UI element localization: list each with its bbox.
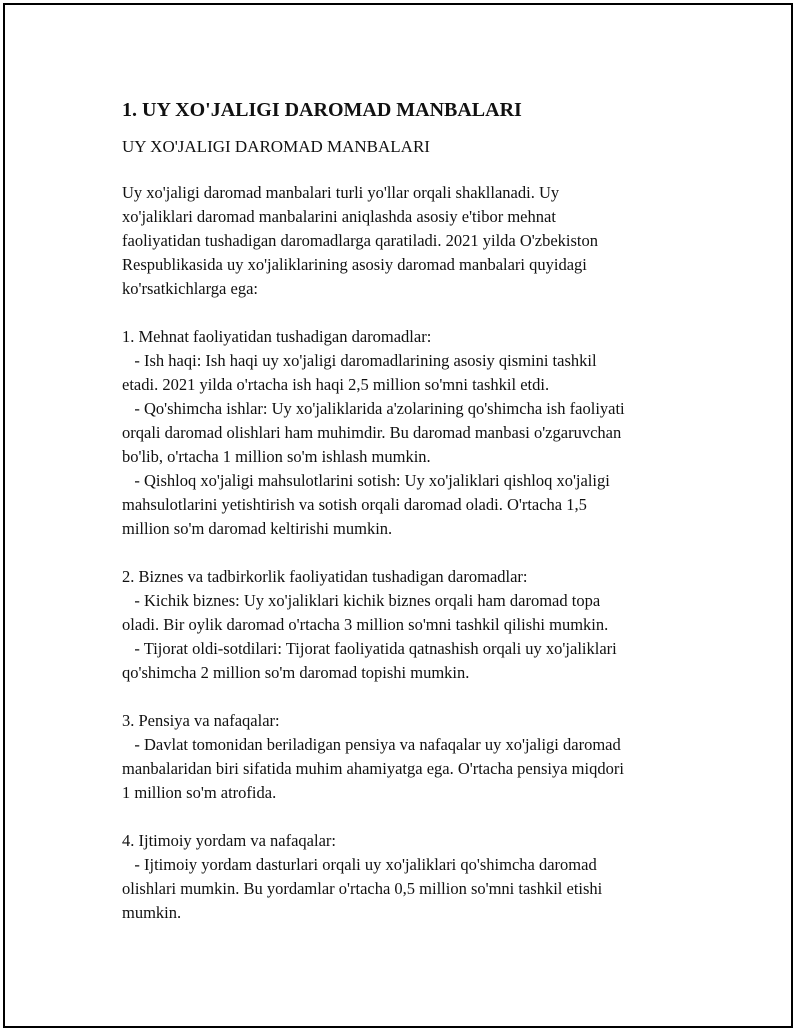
body-line: - Ijtimoiy yordam dasturlari orqali uy xo'jaliklari qo'shimcha daromad bbox=[122, 855, 597, 874]
body-line: faoliyatidan tushadigan daromadlarga qaratiladi. 2021 yilda O'zbekiston bbox=[122, 231, 598, 250]
body-line: 1. Mehnat faoliyatidan tushadigan daromadlar: bbox=[122, 327, 432, 346]
body-line: manbalaridan biri sifatida muhim ahamiyatga ega. O'rtacha pensiya miqdori bbox=[122, 759, 624, 778]
body-line: Uy xo'jaligi daromad manbalari turli yo'llar orqali shakllanadi. Uy bbox=[122, 183, 560, 202]
body-line: - Kichik biznes: Uy xo'jaliklari kichik biznes orqali ham daromad topa bbox=[122, 591, 601, 610]
blank-line bbox=[122, 805, 692, 829]
body-line: mumkin. bbox=[122, 903, 182, 922]
body-line: orqali daromad olishlari ham muhimdir. Bu daromad manbasi o'zgaruvchan bbox=[122, 423, 622, 442]
body-line: qo'shimcha 2 million so'm daromad topishi mumkin. bbox=[122, 663, 470, 682]
document-content bbox=[122, 97, 692, 925]
body-line: 2. Biznes va tadbirkorlik faoliyatidan tushadigan daromadlar: bbox=[122, 567, 528, 586]
body-line: 3. Pensiya va nafaqalar: bbox=[122, 711, 280, 730]
document-subtitle: UY XO'JALIGI DAROMAD MANBALARI bbox=[122, 137, 430, 156]
body-line: Respublikasida uy xo'jaliklarining asosiy daromad manbalari quyidagi bbox=[122, 255, 587, 274]
body-line: - Qishloq xo'jaligi mahsulotlarini sotish: Uy xo'jaliklari qishloq xo'jaligi bbox=[122, 471, 610, 490]
body-line: 1 million so'm atrofida. bbox=[122, 783, 277, 802]
body-line: - Ish haqi: Ish haqi uy xo'jaligi daromadlarining asosiy qismini tashkil bbox=[122, 351, 597, 370]
body-line: ko'rsatkichlarga ega: bbox=[122, 279, 258, 298]
document-page bbox=[3, 3, 793, 1028]
body-line: 4. Ijtimoiy yordam va nafaqalar: bbox=[122, 831, 336, 850]
body-line: million so'm daromad keltirishi mumkin. bbox=[122, 519, 393, 538]
body-line: - Qo'shimcha ishlar: Uy xo'jaliklarida a'zolarining qo'shimcha ish faoliyati bbox=[122, 399, 625, 418]
blank-line bbox=[122, 541, 692, 565]
body-line: mahsulotlarini yetishtirish va sotish orqali daromad oladi. O'rtacha 1,5 bbox=[122, 495, 587, 514]
body-line: - Davlat tomonidan beriladigan pensiya va nafaqalar uy xo'jaligi daromad bbox=[122, 735, 621, 754]
body-line: oladi. Bir oylik daromad o'rtacha 3 million so'mni tashkil qilishi mumkin. bbox=[122, 615, 609, 634]
body-line: xo'jaliklari daromad manbalarini aniqlashda asosiy e'tibor mehnat bbox=[122, 207, 556, 226]
blank-line bbox=[122, 301, 692, 325]
body-line: bo'lib, o'rtacha 1 million so'm ishlash mumkin. bbox=[122, 447, 431, 466]
document-heading: 1. UY XO'JALIGI DAROMAD MANBALARI bbox=[122, 99, 522, 121]
body-line: olishlari mumkin. Bu yordamlar o'rtacha 0,5 million so'mni tashkil etishi bbox=[122, 879, 603, 898]
body-line: - Tijorat oldi-sotdilari: Tijorat faoliyatida qatnashish orqali uy xo'jaliklari bbox=[122, 639, 617, 658]
document-body bbox=[122, 181, 692, 925]
blank-line bbox=[122, 685, 692, 709]
body-line: etadi. 2021 yilda o'rtacha ish haqi 2,5 million so'mni tashkil etdi. bbox=[122, 375, 550, 394]
